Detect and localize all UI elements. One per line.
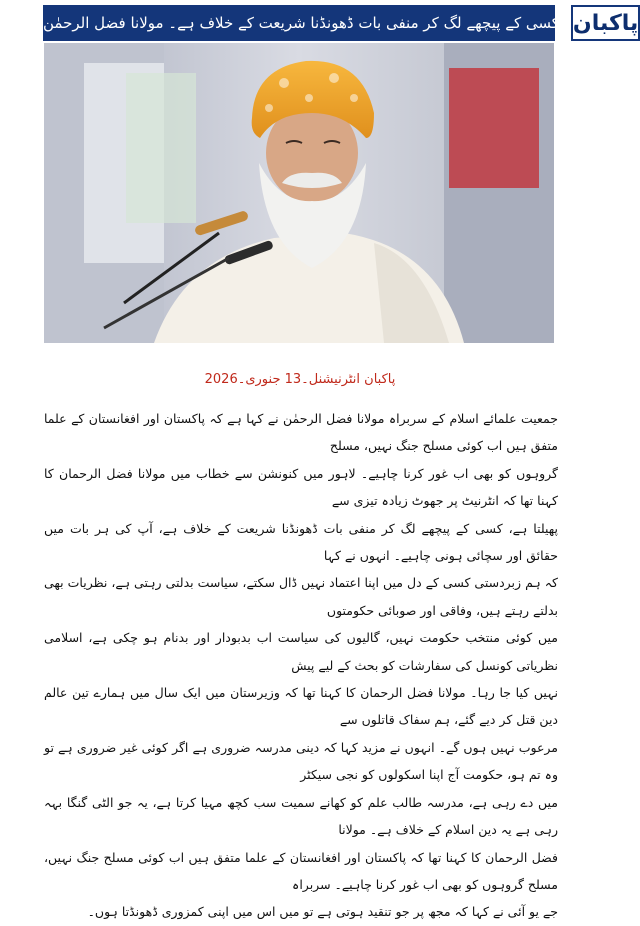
article-photo <box>44 43 554 343</box>
body-line: میں کوئی منتخب حکومت نہیں، گالیوں کی سیاست اب بدبودار اور بدنام ہو چکی ہے، اسلامی نظریاتی کونسل کی سفارشات کو بحث کے لیے پیش <box>44 630 558 673</box>
article-dateline: پاکبان انٹرنیشنل۔13 جنوری۔2026 <box>204 372 396 387</box>
body-line: مرعوب نہیں ہوں گے۔ انہوں نے مزید کہا کہ دینی مدرسہ ضروری ہے اگر کوئی غیر ضروری ہے تو وہ تم ہو، حکومت آج اپنا اسکولوں کو نجی سیکٹر <box>44 739 558 783</box>
brand-name: پاکبان <box>572 10 639 36</box>
body-line: میں دے رہی ہے، مدرسہ طالب علم کو کھانے سمیت سب کچھ مہیا کرتا ہے، یہ جو الٹی گنگا بہہ رہی ہے یہ دین اسلام کے خلاف ہے۔ مولانا <box>44 794 558 838</box>
headline-bar <box>43 5 639 41</box>
body-line: نہیں کیا جا رہا۔ مولانا فضل الرحمان کا کہنا تھا کہ وزیرستان میں ایک سال میں ہمارے تین عالم دین قتل کر دیے گئے، ہم سفاک قاتلوں سے <box>44 685 558 728</box>
article-body <box>44 405 558 926</box>
body-line: جمعیت علمائے اسلام کے سربراہ مولانا فضل الرحمٰن نے کہا ہے کہ پاکستان اور افغانستان کے علما متفق ہیں اب کوئی مسلح جنگ نہیں، مسلح <box>44 411 558 454</box>
headline-text: کسی کے پیچھے لگ کر منفی بات ڈھونڈنا شریعت کے خلاف ہے۔ مولانا فضل الرحمٰن <box>43 14 559 32</box>
brand-logo[interactable] <box>571 5 640 41</box>
body-line: فضل الرحمان کا کہنا تھا کہ پاکستان اور افغانستان کے علما متفق ہیں اب کوئی مسلح جنگ نہیں، مسلح گروہوں کو بھی اب غور کرنا چاہیے۔ سربراہ <box>44 849 558 892</box>
speaker-photo <box>44 43 554 343</box>
body-line: پھیلتا ہے، کسی کے پیچھے لگ کر منفی بات ڈھونڈنا شریعت کے خلاف ہے، آپ کی ہر بات میں حقائق اور سچائی ہونی چاہیے۔ انہوں نے کہا <box>44 520 558 564</box>
body-line: جے یو آئی نے کہا کہ مجھ پر جو تنقید ہوتی ہے تو میں اس میں اپنی کمزوری ڈھونڈتا ہوں۔ <box>87 904 558 920</box>
body-line: گروہوں کو بھی اب غور کرنا چاہیے۔ لاہور میں کنونشن سے خطاب میں مولانا فضل الرحمان کا کہنا تھا کہ انٹرنیٹ پر جھوٹ زیادہ تیزی سے <box>44 465 558 509</box>
body-line: کہ ہم زبردستی کسی کے دل میں اپنا اعتماد نہیں ڈال سکتے، سیاست بدلتی رہتی ہے، نظریات بھی بدلتے رہتے ہیں، وفاقی اور صوبائی حکومتوں <box>44 575 558 618</box>
